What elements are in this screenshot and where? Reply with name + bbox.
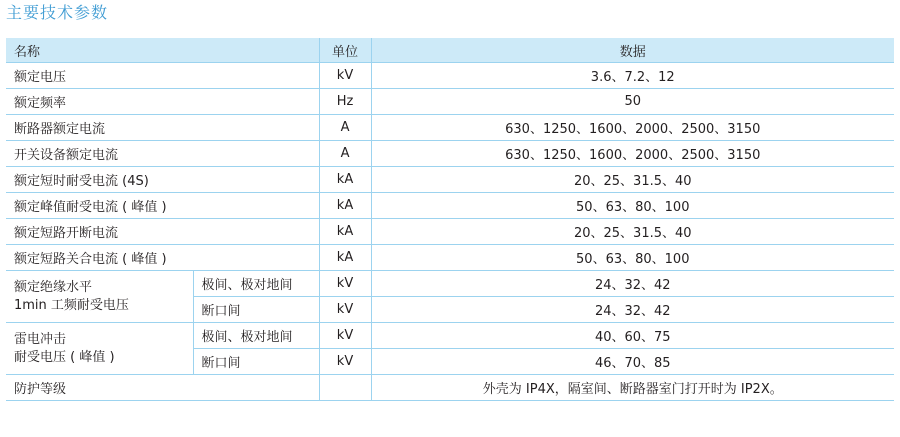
table-row — [6, 167, 894, 193]
header-unit: 单位 — [319, 38, 371, 63]
table-row — [6, 115, 894, 141]
row-name: 额定短时耐受电流 (4S) — [6, 167, 319, 193]
group-name-line1: 雷电冲击 — [14, 331, 67, 347]
sub-name: 断口间 — [193, 349, 319, 375]
row-name: 防护等级 — [6, 375, 319, 401]
row-name: 额定短路关合电流 ( 峰值 ) — [6, 245, 319, 271]
page-title: 主要技术参数 — [6, 3, 109, 22]
row-unit: kV — [319, 271, 371, 297]
row-data: 3.6、7.2、12 — [371, 63, 894, 89]
row-unit: kA — [319, 193, 371, 219]
row-data: 20、25、31.5、40 — [371, 219, 894, 245]
row-data: 20、25、31.5、40 — [371, 167, 894, 193]
row-data: 630、1250、1600、2000、2500、3150 — [371, 115, 894, 141]
row-unit: kA — [319, 167, 371, 193]
row-unit: kV — [319, 323, 371, 349]
row-data: 24、32、42 — [371, 297, 894, 323]
table-header-row — [6, 38, 894, 63]
sub-name: 极间、极对地间 — [193, 271, 319, 297]
row-unit: kV — [319, 297, 371, 323]
row-data: 外壳为 IP4X，隔室间、断路器室门打开时为 IP2X。 — [371, 375, 894, 401]
row-name: 开关设备额定电流 — [6, 141, 319, 167]
row-name: 额定峰值耐受电流 ( 峰值 ) — [6, 193, 319, 219]
table-row — [6, 375, 894, 401]
row-unit: A — [319, 115, 371, 141]
group-name-line2: 耐受电压 ( 峰值 ) — [14, 349, 115, 365]
table-row — [6, 63, 894, 89]
row-data: 40、60、75 — [371, 323, 894, 349]
sub-name: 极间、极对地间 — [193, 323, 319, 349]
row-unit: kA — [319, 245, 371, 271]
group-name-line2: 1min 工频耐受电压 — [14, 297, 129, 313]
row-unit — [319, 375, 371, 401]
table-row — [6, 141, 894, 167]
row-data: 24、32、42 — [371, 271, 894, 297]
row-unit: Hz — [319, 89, 371, 115]
table-row — [6, 219, 894, 245]
table-row — [6, 245, 894, 271]
row-name: 额定电压 — [6, 63, 319, 89]
group-name — [6, 323, 193, 375]
header-data: 数据 — [371, 38, 894, 63]
group-name — [6, 271, 193, 323]
group-name-line1: 额定绝缘水平 — [14, 279, 93, 295]
header-name: 名称 — [6, 38, 319, 63]
sub-name: 断口间 — [193, 297, 319, 323]
table-row-group — [6, 323, 894, 349]
row-data: 50 — [371, 89, 894, 115]
table-row — [6, 89, 894, 115]
row-data: 50、63、80、100 — [371, 245, 894, 271]
row-unit: kA — [319, 219, 371, 245]
spec-table — [6, 38, 894, 401]
row-name: 额定频率 — [6, 89, 319, 115]
row-unit: kV — [319, 63, 371, 89]
row-data: 630、1250、1600、2000、2500、3150 — [371, 141, 894, 167]
row-unit: kV — [319, 349, 371, 375]
table-row-group — [6, 271, 894, 297]
row-unit: A — [319, 141, 371, 167]
row-data: 50、63、80、100 — [371, 193, 894, 219]
table-row — [6, 193, 894, 219]
row-data: 46、70、85 — [371, 349, 894, 375]
row-name: 断路器额定电流 — [6, 115, 319, 141]
row-name: 额定短路开断电流 — [6, 219, 319, 245]
